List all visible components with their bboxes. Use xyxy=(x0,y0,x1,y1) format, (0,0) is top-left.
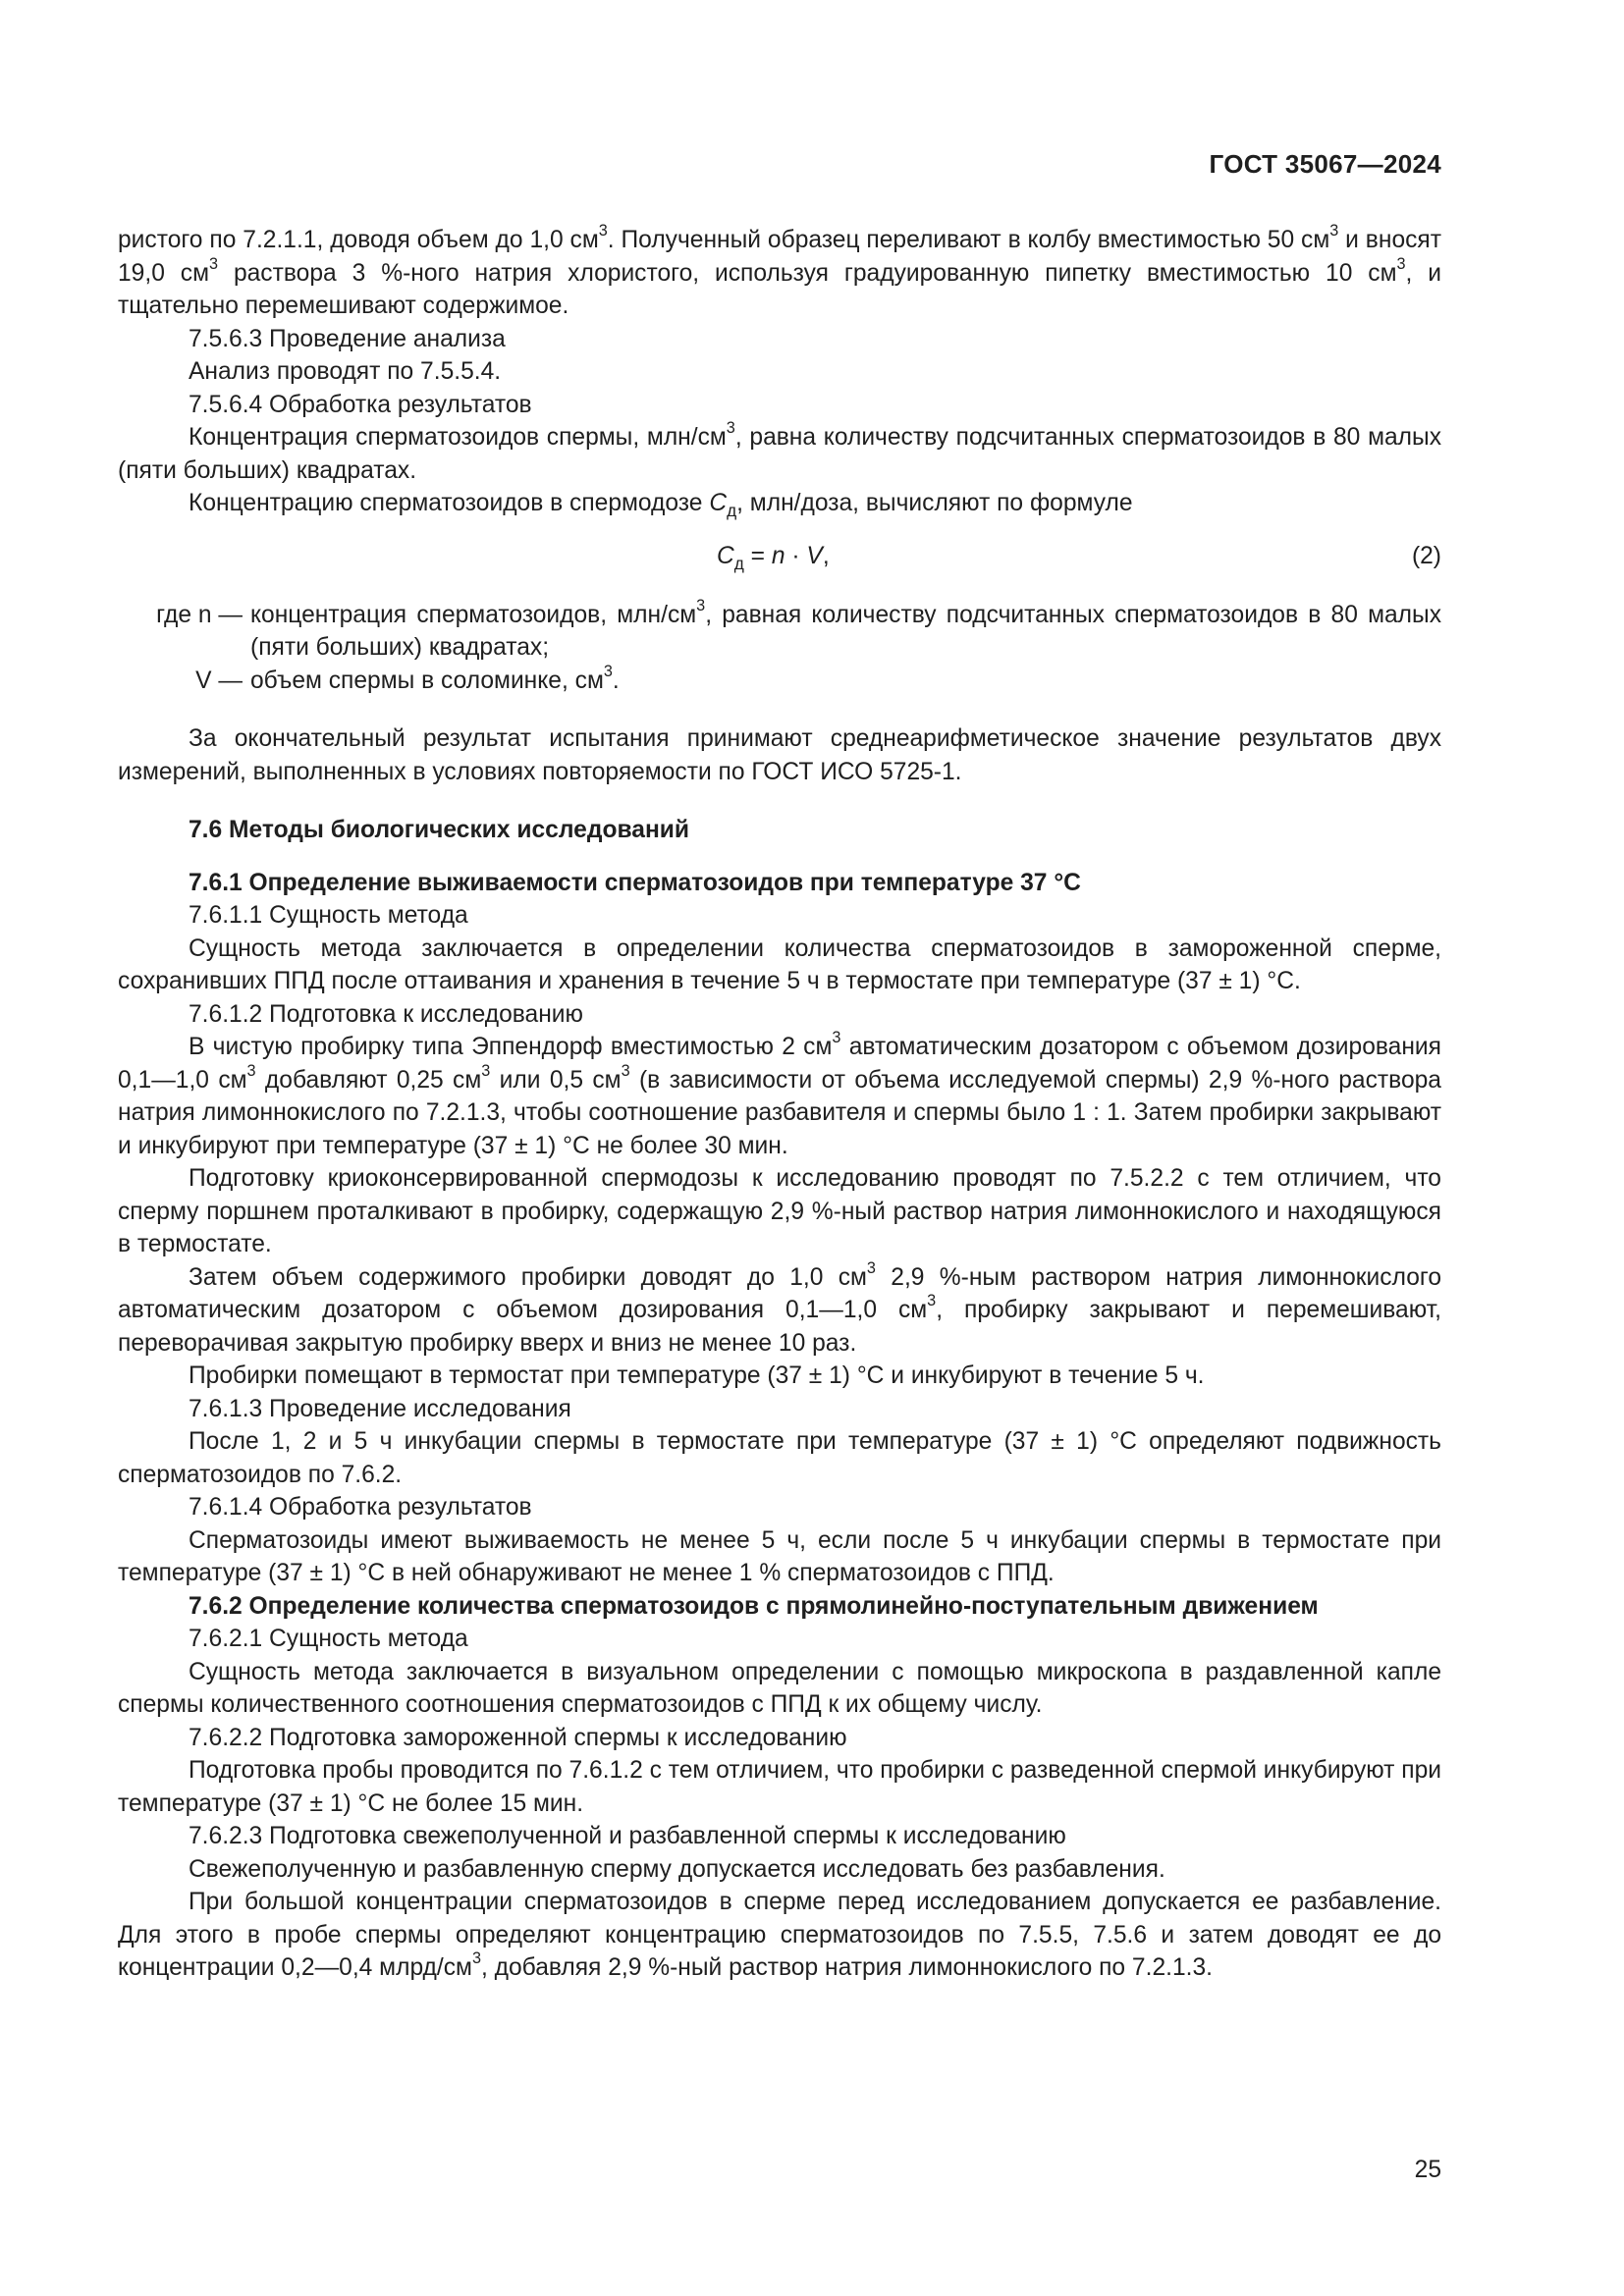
paragraph-7-5-6-4-concentration: Концентрация сперматозоидов спермы, млн/$см^3$, равна количеству подсчитанных сперматозоидов в 80 малых (пяти больших) квадратах. xyxy=(118,419,1442,484)
section-heading-7-6-2: 7.6.2 Определение количества сперматозоидов с прямолинейно-поступательным движением xyxy=(189,1592,1319,1620)
paragraph-7-5-6-3: Анализ проводят по 7.5.5.4. xyxy=(189,358,502,385)
where-v-definition: объем спермы в соломинке, $см^3$. xyxy=(250,662,620,694)
page-number: 25 xyxy=(1414,2157,1441,2183)
subsection-heading-7-6-1-3: 7.6.1.3 Проведение исследования xyxy=(189,1395,571,1422)
formula-number: (2) xyxy=(1411,542,1441,569)
paragraph-continuation: ристого по 7.2.1.1, доводя объем до 1,0 $см^3$. Полученный образец переливают в колбу вместимостью 50 $см^3$ и вносят 19,0 $см^3$ раствора 3 %-ного натрия хлористого, используя градуированную пипетку вместимостью 10 $см^3$, и тщательно перемешивают содержимое. xyxy=(118,222,1442,319)
paragraph-7-6-1-3: После 1, 2 и 5 ч инкубации спермы в термостате при температуре (37 ± 1) °С определяют подвижность сперматозоидов по 7.6.2. xyxy=(118,1428,1441,1488)
where-v-term: V — xyxy=(195,667,243,694)
subsection-heading-7-6-1-2: 7.6.1.2 Подготовка к исследованию xyxy=(189,1000,583,1028)
document-header: ГОСТ 35067—2024 xyxy=(1209,149,1441,179)
subsection-heading-7-5-6-3: 7.5.6.3 Проведение анализа xyxy=(189,325,506,352)
paragraph-7-6-1-2-d: Пробирки помещают в термостат при температуре (37 ± 1) °С и инкубируют в течение 5 ч. xyxy=(189,1362,1205,1389)
paragraph-7-6-1-2-b: Подготовку криоконсервированной спермодозы к исследованию проводят по 7.5.2.2 с тем отличием, что сперму поршнем проталкивают в пробирку, содержащую 2,9 %-ный раствор натрия лимоннокислого и находящуюся в термостате. xyxy=(118,1165,1441,1257)
paragraph-7-5-6-4-formula-intro: Концентрацию сперматозоидов в спермодозе $C_д$, млн/доза, вычисляют по формуле xyxy=(189,490,1133,520)
subsection-heading-7-6-2-3: 7.6.2.3 Подготовка свежеполученной и разбавленной спермы к исследованию xyxy=(189,1823,1066,1849)
paragraph-7-6-1-1: Сущность метода заключается в определении количества сперматозоидов в замороженной сперме, сохранивших ППД после оттаивания и хранения в течение 5 ч в термостате при температуре (37 ± 1) °С. xyxy=(118,934,1441,994)
subsection-heading-7-6-2-1: 7.6.2.1 Сущность метода xyxy=(189,1626,468,1652)
section-heading-7-6: 7.6 Методы биологических исследований xyxy=(189,817,690,843)
paragraph-final-result: За окончательный результат испытания принимают среднеарифметическое значение результатов двух измерений, выполненных в условиях повторяемости по ГОСТ ИСО 5725-1. xyxy=(118,725,1441,785)
where-v xyxy=(118,662,1441,698)
subsection-heading-7-6-1-4: 7.6.1.4 Обработка результатов xyxy=(189,1494,532,1521)
where-n-term: где n — xyxy=(156,601,243,628)
where-n xyxy=(118,596,1441,665)
paragraph-7-6-1-2-a: В чистую пробирку типа Эппендорф вместимостью 2 $см^3$ автоматическим дозатором с объемом дозирования 0,1—1,0 $см^3$ добавляют 0,25 $см^3$ или 0,5 $см^3$ (в зависимости от объема исследуемой спермы) 2,9 %-ного раствора натрия лимоннокислого по 7.2.1.3, чтобы соотношение разбавителя и спермы было 1 : 1. Затем пробирки закрывают и инкубируют при температуре (37 ± 1) °С не более 30 мин. xyxy=(118,1029,1441,1159)
where-n-definition: концентрация сперматозоидов, млн/$см^3$, равная количеству подсчитанных сперматозоидов в 80 малых (пяти больших) квадратах; xyxy=(250,596,1441,661)
page-content xyxy=(118,224,1441,1985)
subsection-heading-7-6-2-2: 7.6.2.2 Подготовка замороженной спермы к исследованию xyxy=(189,1724,847,1751)
subsection-heading-7-5-6-4: 7.5.6.4 Обработка результатов xyxy=(189,391,532,418)
subsection-heading-7-6-1-1: 7.6.1.1 Сущность метода xyxy=(189,902,468,929)
section-heading-7-6-1: 7.6.1 Определение выживаемости сперматозоидов при температуре 37 °С xyxy=(189,869,1081,896)
formula-2 xyxy=(118,534,1441,577)
paragraph-7-6-2-3-b: При большой концентрации сперматозоидов в сперме перед исследованием допускается ее разбавление. Для этого в пробе спермы определяют концентрацию сперматозоидов по 7.5.5, 7.5.6 и затем доводят ее до концентрации 0,2—0,4 млрд/$см^3$, добавляя 2,9 %-ный раствор натрия лимоннокислого по 7.2.1.3. xyxy=(118,1889,1441,1981)
formula-expression: $C_д = n \cdot V$, xyxy=(717,542,830,573)
paragraph-7-6-1-2-c: Затем объем содержимого пробирки доводят до 1,0 $см^3$ 2,9 %-ным раствором натрия лимоннокислого автоматическим дозатором с объемом дозирования 0,1—1,0 $см^3$, пробирку закрывают и перемешивают, переворачивая закрытую пробирку вверх и вниз не менее 10 раз. xyxy=(118,1258,1441,1357)
paragraph-7-6-2-3-a: Свежеполученную и разбавленную сперму допускается исследовать без разбавления. xyxy=(189,1855,1165,1883)
paragraph-7-6-2-2: Подготовка пробы проводится по 7.6.1.2 с тем отличием, что пробирки с разведенной спермой инкубируют при температуре (37 ± 1) °С не более 15 мин. xyxy=(118,1757,1441,1817)
paragraph-7-6-1-4: Сперматозоиды имеют выживаемость не менее 5 ч, если после 5 ч инкубации спермы в термостате при температуре (37 ± 1) °С в ней обнаруживают не менее 1 % сперматозоидов с ППД. xyxy=(118,1526,1441,1586)
paragraph-7-6-2-1: Сущность метода заключается в визуальном определении с помощью микроскопа в раздавленной капле спермы количественного соотношения сперматозоидов с ППД к их общему числу. xyxy=(118,1658,1441,1718)
